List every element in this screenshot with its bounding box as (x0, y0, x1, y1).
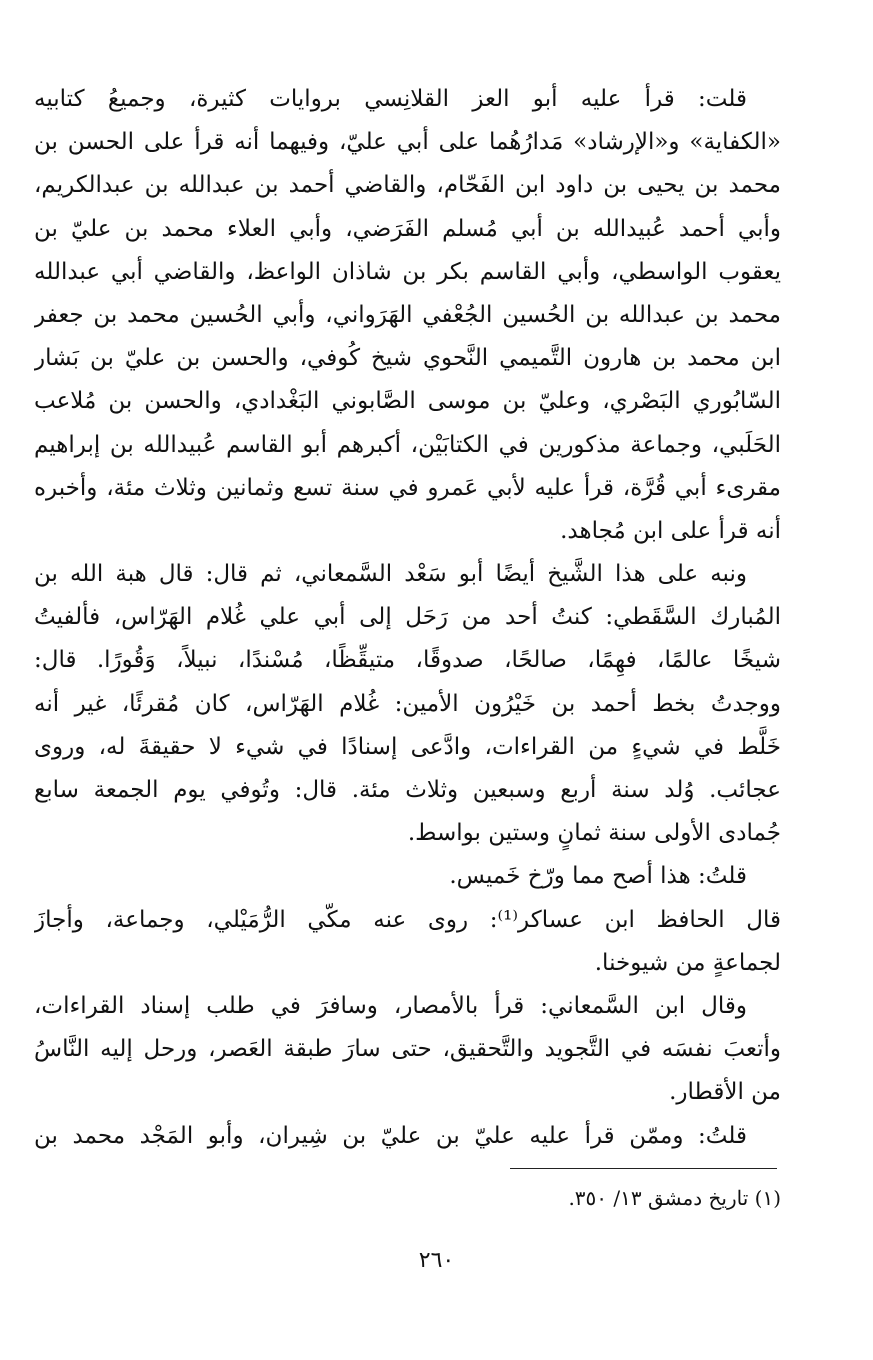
text-line: الحَلَبي، وجماعة مذكورين في الكتابَيْن، أكبرهم أبو القاسم عُبيدالله بن إبراهيم (34, 431, 781, 458)
text-line: قلت: قرأ عليه أبو العز القلانِسي بروايات كثيرة، وجميعُ كتابيه (34, 86, 747, 112)
footnote: (١) تاريخ دمشق ١٣/ ٣٥٠. (568, 1186, 781, 1210)
text-line: مقرىء أبي قُرَّة، قرأ عليه لأبي عَمرو في سنة تسع وثمانين وثلاث مئة، وأخبره (34, 474, 781, 501)
text-line: وأبي أحمد عُبيدالله بن أبي مُسلم الفَرَضي، وأبي العلاء محمد بن عليّ بن (34, 215, 781, 242)
text-line: لجماعةٍ من شيوخنا. (594, 949, 781, 976)
text-line: «الكفاية» و«الإرشاد» مَدارُهُما على أبي عليّ، وفيهما أنه قرأ على الحسن بن (34, 129, 781, 156)
text-line: جُمادى الأولى سنة ثمانٍ وستين بواسط. (407, 820, 781, 847)
text-line: محمد بن يحيى بن داود ابن الفَحّام، والقاضي أحمد بن عبدالله بن عبدالكريم، (34, 172, 781, 199)
text-line: قلتُ: هذا أصح مما ورّخ خَميس. (449, 863, 747, 890)
text-line: المُبارك السَّقَطي: كنتُ أحد من رَحَل إلى أبي علي غُلام الهَرّاس، فألفيتُ (34, 604, 781, 631)
text-line: يعقوب الواسطي، وأبي القاسم بكر بن شاذان الواعظ، والقاضي أبي عبدالله (34, 258, 781, 285)
text-line: شيخًا عالمًا، فهِمًا، صالحًا، صدوقًا، متيقِّظًا، مُسْندًا، نبيلاً، وَقُورًا. قال: (34, 647, 781, 674)
footnote-separator (510, 1168, 777, 1169)
text-line: قال الحافظ ابن عساكر⁽¹⁾: روى عنه مكّي الرُّمَيْلي، وجماعة، وأجازَ (34, 906, 781, 933)
text-line: ابن محمد بن هارون التَّميمي النَّحوي شيخ كُوفي، والحسن بن عليّ بن بَشار (34, 345, 781, 372)
text-line: ووجدتُ بخط أحمد بن خَيْرُون الأمين: غُلام الهَرّاس، كان مُقرئًا، غير أنه (34, 690, 781, 717)
text-line: أنه قرأ على ابن مُجاهد. (560, 517, 781, 544)
text-line: من الأقطار. (669, 1079, 781, 1106)
text-line: ونبه على هذا الشَّيخ أيضًا أبو سَعْد السَّمعاني، ثم قال: قال هبة الله بن (34, 561, 747, 588)
text-line: محمد بن عبدالله بن الحُسين الجُعْفي الهَرَواني، وأبي الحُسين محمد بن جعفر (34, 301, 781, 328)
text-line: السّابُوري البَصْري، وعليّ بن موسى الصَّابوني البَغْدادي، والحسن بن مُلاعب (34, 388, 781, 415)
text-line: قلتُ: وممّن قرأ عليه عليّ بن عليّ بن شِيران، وأبو المَجْد محمد بن (34, 1122, 747, 1149)
main-text (34, 78, 781, 1158)
text-line: خَلَّط في شيءٍ من القراءات، وادَّعى إسنادًا في شيء لا حقيقةَ له، وروى (34, 733, 781, 760)
text-line: وأتعبَ نفسَه في التَّجويد والتَّحقيق، حتى سارَ طبقة العَصر، ورحل إليه النَّاسُ (34, 1036, 781, 1063)
text-line: عجائب. وُلد سنة أربع وسبعين وثلاث مئة. قال: وتُوفي يوم الجمعة سابع (34, 777, 781, 803)
page-number: ٢٦٠ (418, 1248, 455, 1273)
text-line: وقال ابن السَّمعاني: قرأ بالأمصار، وسافرَ في طلب إسناد القراءات، (34, 992, 747, 1019)
